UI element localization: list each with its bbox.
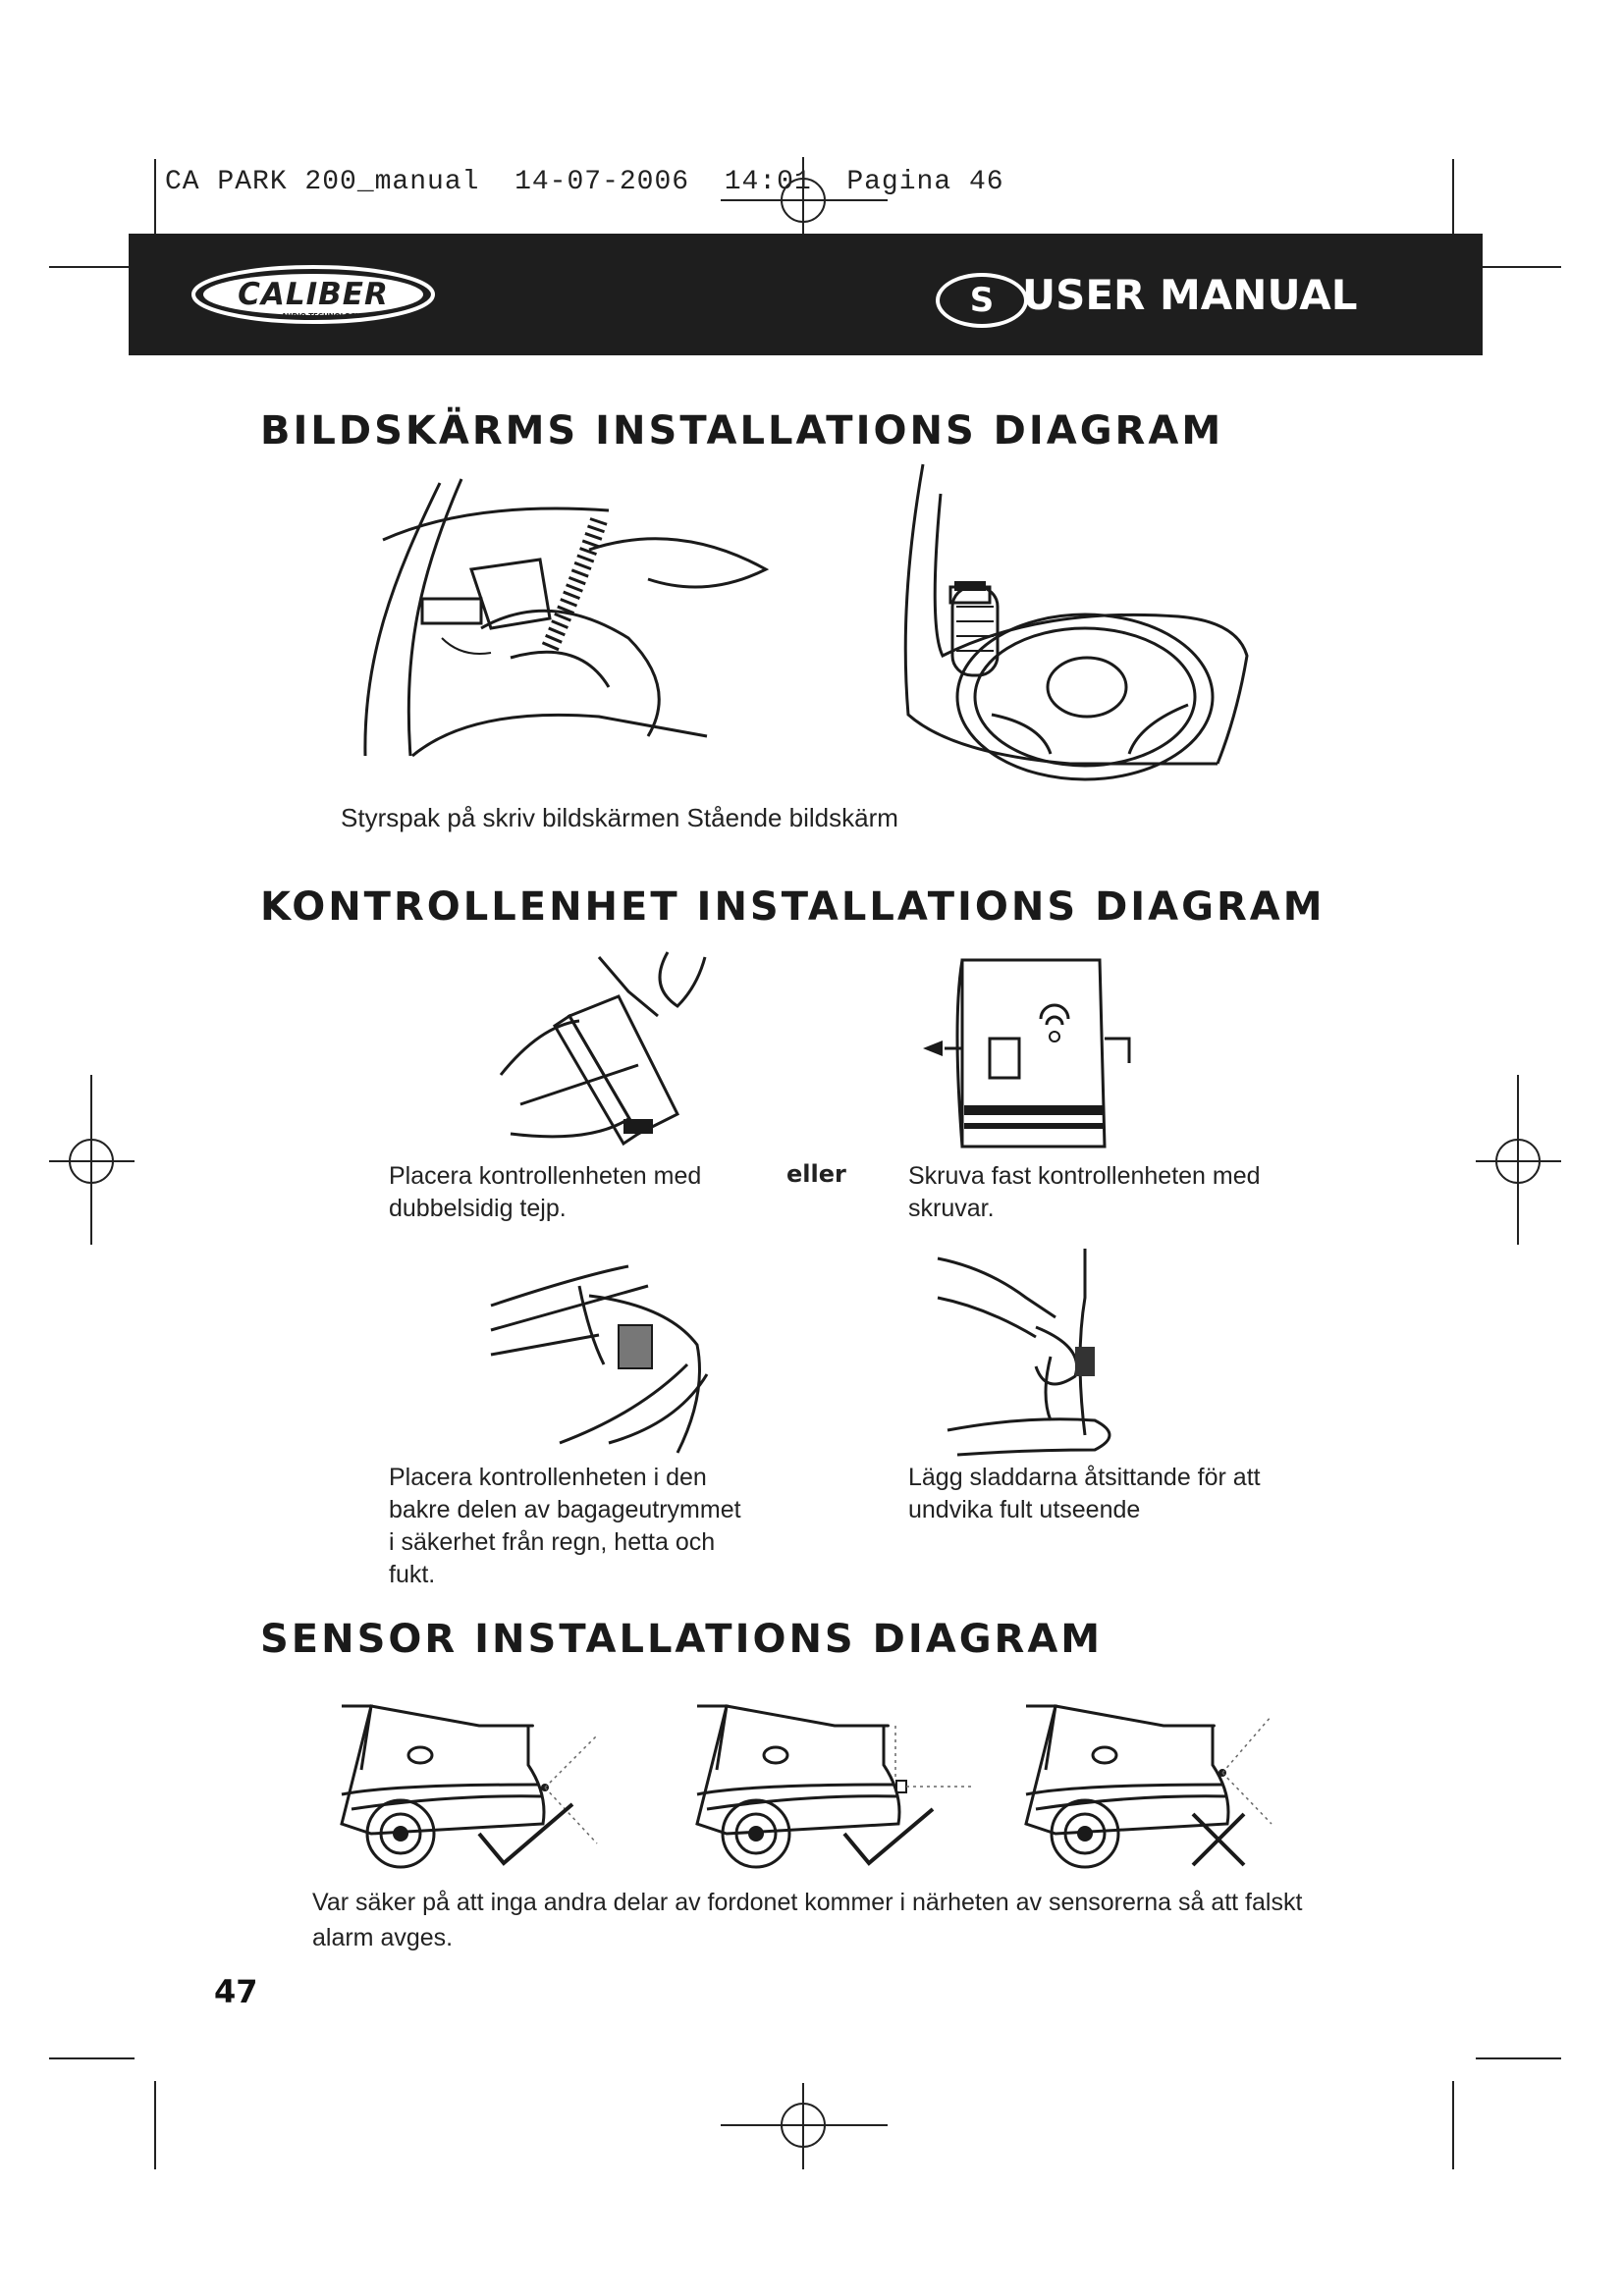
slug-page: Pagina 46 bbox=[846, 167, 1004, 197]
illustration-sensor-correct-1 bbox=[332, 1686, 626, 1883]
section-heading-controller: KONTROLLENHET INSTALLATIONS DIAGRAM bbox=[260, 884, 1326, 930]
brand-name: CALIBER bbox=[238, 277, 389, 312]
brand-subtitle: AUDIO TECHNOLOGY bbox=[281, 312, 361, 320]
or-label: eller bbox=[786, 1160, 846, 1188]
illustration-sensor-correct-2 bbox=[687, 1686, 982, 1883]
illustration-screw-mounting bbox=[903, 950, 1139, 1147]
page-number: 47 bbox=[214, 1973, 258, 2010]
illustration-trunk-placement bbox=[481, 1247, 717, 1463]
header-banner bbox=[129, 234, 1483, 355]
section1-caption: Styrspak på skriv bildskärmen Stående bildskärm bbox=[341, 803, 898, 832]
section-heading-display: BILDSKÄRMS INSTALLATIONS DIAGRAM bbox=[260, 408, 1224, 454]
illustration-sensor-wrong bbox=[1016, 1686, 1311, 1883]
registration-mark-icon bbox=[1476, 1075, 1561, 1245]
check-mark-icon bbox=[479, 1804, 572, 1863]
header-title: USER MANUAL bbox=[1022, 271, 1358, 319]
step-tape-caption: Placera kontrollenheten med dubbelsidig tejp. bbox=[389, 1162, 702, 1222]
slug-time: 14:01 bbox=[724, 167, 812, 197]
print-slug bbox=[165, 167, 1004, 197]
illustration-cable-routing bbox=[928, 1239, 1154, 1465]
section-heading-sensor: SENSOR INSTALLATIONS DIAGRAM bbox=[260, 1617, 1104, 1662]
sensor-note: Var säker på att inga andra delar av fordonet kommer i närheten av sensorerna så att falskt alarm avges. bbox=[312, 1889, 1303, 1951]
slug-date: 14-07-2006 bbox=[514, 167, 690, 197]
step-cable-caption: Lägg sladdarna åtsittande för att undvika fult utseende bbox=[908, 1464, 1261, 1523]
caliber-logo bbox=[188, 263, 443, 332]
step-screw-caption: Skruva fast kontrollenheten med skruvar. bbox=[908, 1162, 1261, 1222]
check-mark-icon bbox=[844, 1809, 933, 1863]
illustration-monitor-on-dashboard bbox=[893, 459, 1267, 774]
step-trunk-caption: Placera kontrollenheten i den bakre delen av bagageutrymmet i säkerhet från regn, hetta och fukt. bbox=[389, 1464, 741, 1588]
illustration-monitor-on-windshield bbox=[353, 461, 805, 766]
cross-mark-icon bbox=[1193, 1814, 1244, 1865]
registration-mark-icon bbox=[49, 1075, 135, 1245]
illustration-tape-mounting bbox=[481, 947, 717, 1163]
slug-file: CA PARK 200_manual bbox=[165, 167, 480, 197]
language-badge: S bbox=[936, 273, 1028, 328]
registration-mark-icon bbox=[721, 2083, 888, 2169]
